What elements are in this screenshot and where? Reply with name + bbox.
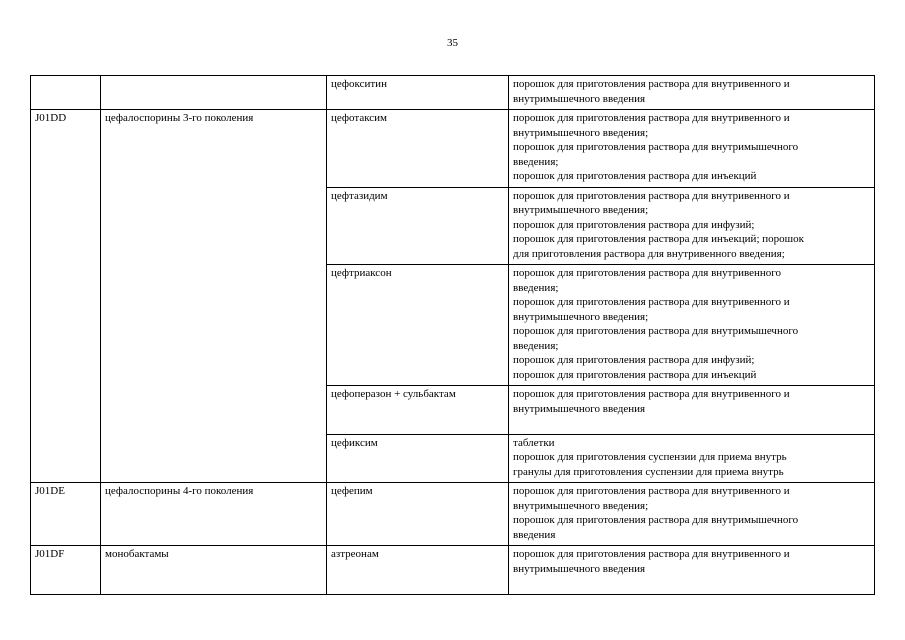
- drug-name-cell: цефиксим: [327, 434, 509, 483]
- dosage-form-line: порошок для приготовления раствора для внутривенного и: [513, 548, 790, 560]
- dosage-forms-cell: [509, 546, 875, 595]
- dosage-form-line: введения;: [513, 339, 559, 352]
- dosage-form-line: порошок для приготовления раствора для внутривенного и: [513, 112, 790, 124]
- table-row: [31, 483, 875, 546]
- dosage-form-line: порошок для приготовления суспензии для приема внутрь: [513, 451, 787, 463]
- dosage-form-line: порошок для приготовления раствора для внутривенного и: [513, 388, 790, 400]
- dosage-form-line: внутримышечного введения;: [513, 310, 649, 323]
- drug-name-cell: цефтазидим: [327, 187, 509, 265]
- dosage-form-line: внутримышечного введения;: [513, 204, 649, 216]
- dosage-form-line: порошок для приготовления раствора для внутривенного и: [513, 485, 790, 497]
- dosage-form-line: порошок для приготовления раствора для инъекций; порошок: [513, 233, 804, 245]
- drug-group-cell: [101, 76, 327, 110]
- atc-code-cell: J01DD: [31, 110, 101, 483]
- dosage-form-line: [513, 576, 870, 591]
- dosage-form-line: порошок для приготовления раствора для внутримышечного: [513, 325, 799, 337]
- dosage-form-line: внутримышечного введения: [513, 402, 646, 415]
- dosage-form-line: порошок для приготовления раствора для внутримышечного: [513, 514, 799, 526]
- dosage-forms-cell: [509, 187, 875, 265]
- dosage-form-line: [513, 416, 870, 431]
- dosage-form-line: введения;: [513, 155, 559, 168]
- table-row: [31, 110, 875, 188]
- atc-code-cell: J01DF: [31, 546, 101, 595]
- dosage-form-line: порошок для приготовления раствора для внутривенного и: [513, 78, 790, 90]
- table-row: [31, 76, 875, 110]
- dosage-form-line: внутримышечного введения: [513, 562, 646, 575]
- dosage-forms-cell: [509, 483, 875, 546]
- dosage-form-line: внутримышечного введения: [513, 92, 646, 105]
- dosage-form-line: порошок для приготовления раствора для инфузий;: [513, 354, 755, 366]
- dosage-form-line: порошок для приготовления раствора для внутривенного: [513, 267, 782, 279]
- dosage-forms-cell: [509, 386, 875, 435]
- dosage-form-line: порошок для приготовления раствора для внутримышечного: [513, 141, 799, 153]
- dosage-form-line: порошок для приготовления раствора для инъекций: [513, 170, 757, 182]
- drug-name-cell: цефоперазон + сульбактам: [327, 386, 509, 435]
- page-number: 35: [447, 37, 458, 49]
- dosage-form-line: гранулы для приготовления суспензии для приема внутрь: [513, 465, 784, 478]
- dosage-forms-cell: [509, 434, 875, 483]
- dosage-form-line: порошок для приготовления раствора для инфузий;: [513, 218, 755, 231]
- drug-group-cell: монобактамы: [101, 546, 327, 595]
- dosage-forms-cell: [509, 76, 875, 110]
- drug-name-cell: азтреонам: [327, 546, 509, 595]
- atc-code-cell: J01DE: [31, 483, 101, 546]
- atc-code-cell: [31, 76, 101, 110]
- dosage-form-line: внутримышечного введения;: [513, 126, 649, 139]
- table-body: [31, 76, 875, 595]
- dosage-form-line: порошок для приготовления раствора для инъекций: [513, 368, 757, 381]
- dosage-form-line: порошок для приготовления раствора для внутривенного и: [513, 296, 790, 308]
- drug-name-cell: цефтриаксон: [327, 265, 509, 386]
- drug-table: [30, 75, 875, 595]
- drug-group-cell: цефалоспорины 3-го поколения: [101, 110, 327, 483]
- dosage-form-line: внутримышечного введения;: [513, 499, 649, 512]
- dosage-form-line: порошок для приготовления раствора для внутривенного и: [513, 189, 790, 202]
- drug-group-cell: цефалоспорины 4-го поколения: [101, 483, 327, 546]
- dosage-form-line: таблетки: [513, 436, 555, 449]
- dosage-forms-cell: [509, 110, 875, 188]
- table-row: [31, 546, 875, 595]
- drug-name-cell: цефокситин: [327, 76, 509, 110]
- drug-name-cell: цефепим: [327, 483, 509, 546]
- dosage-form-line: введения: [513, 528, 556, 541]
- dosage-form-line: введения;: [513, 281, 559, 294]
- drug-name-cell: цефотаксим: [327, 110, 509, 188]
- dosage-form-line: для приготовления раствора для внутривенного введения;: [513, 247, 785, 260]
- dosage-forms-cell: [509, 265, 875, 386]
